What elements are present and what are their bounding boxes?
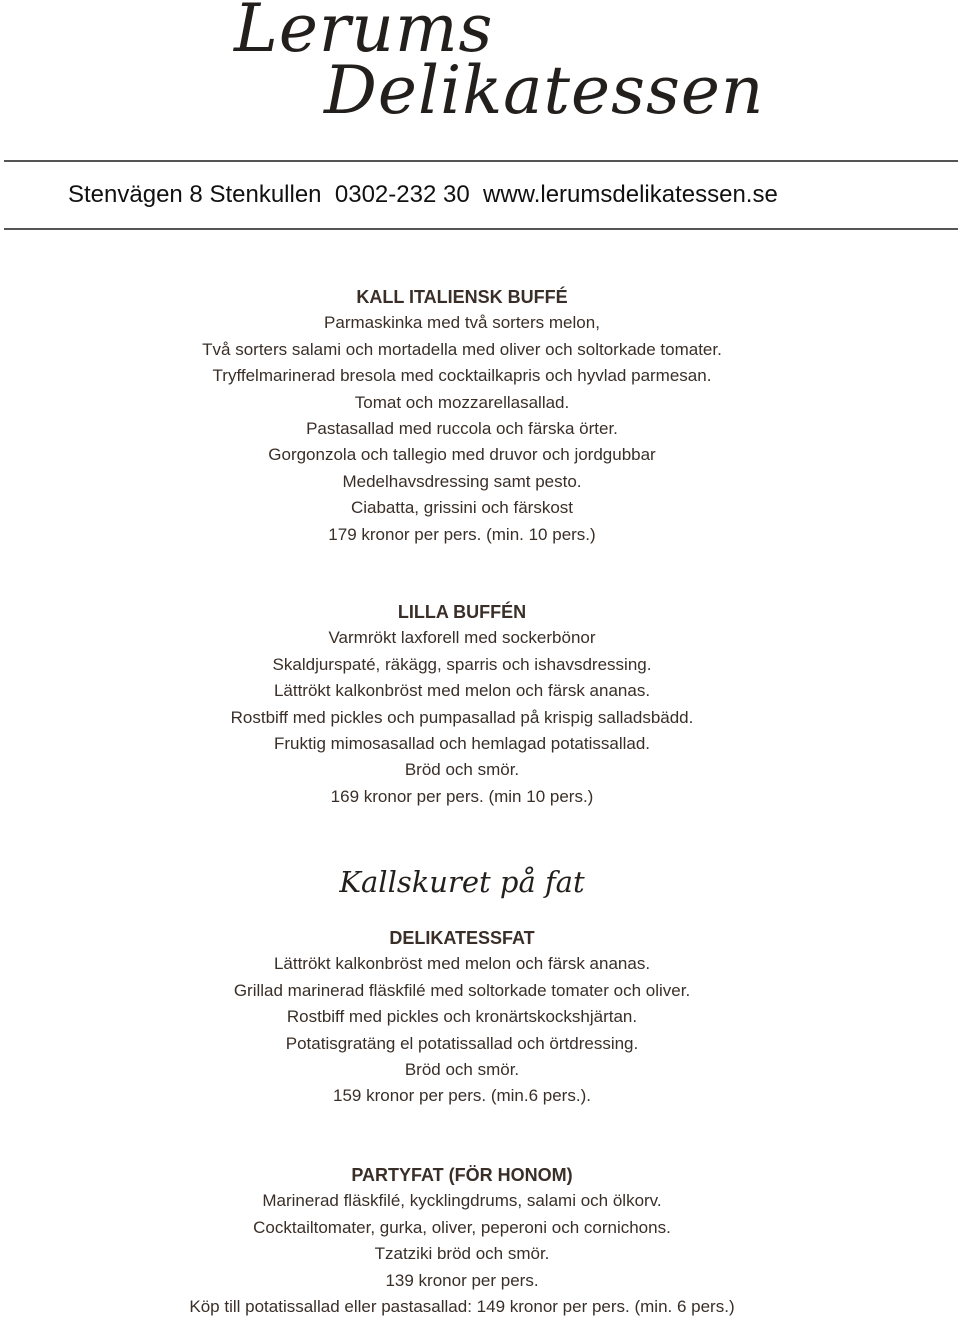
menu-line: Gorgonzola och tallegio med druvor och jordgubbar	[268, 445, 656, 465]
price-line: Köp till potatissallad eller pastasallad: 149 kronor per pers. (min. 6 pers.)	[189, 1297, 735, 1317]
menu-line: Fruktig mimosasallad och hemlagad potatissallad.	[273, 734, 651, 754]
logo-line-1: Lerums	[234, 0, 494, 67]
menu-line: Pastasallad med ruccola och färska örter.	[306, 419, 618, 439]
section-title: PARTYFAT (FÖR HONOM)	[351, 1165, 573, 1185]
price-line: 179 kronor per pers. (min. 10 pers.)	[328, 524, 596, 544]
price-line: 169 kronor per pers. (min 10 pers.)	[330, 786, 594, 806]
logo-line-2: Delikatessen	[324, 52, 765, 129]
phone: 0302-232 30	[334, 181, 470, 208]
section-delikatessfat	[0, 925, 924, 1110]
address: Stenvägen 8 Stenkullen	[68, 181, 322, 208]
menu-line: Parmaskinka med två sorters melon,	[324, 313, 600, 333]
menu-line: Två sorters salami och mortadella med oliver och soltorkade tomater.	[202, 339, 722, 359]
menu-line: Bröd och smör.	[404, 1060, 520, 1080]
section-lilla-buffen	[0, 599, 924, 810]
contact-line	[68, 180, 778, 210]
price-line: 159 kronor per pers. (min.6 pers.).	[333, 1086, 591, 1106]
section-title: LILLA BUFFÉN	[397, 602, 527, 622]
section-kall-italiensk-buffe	[0, 284, 924, 548]
menu-line: Tzatziki bröd och smör.	[374, 1244, 550, 1264]
bottom-divider	[4, 228, 958, 230]
menu-line: Lättrökt kalkonbröst med melon och färsk ananas.	[273, 954, 651, 974]
website: www.lerumsdelikatessen.se	[483, 181, 778, 208]
kallskuret-title: Kallskuret på fat	[339, 865, 585, 899]
menu-line: Marinerad fläskfilé, kycklingdrums, salami och ölkorv.	[262, 1191, 662, 1211]
menu-line: Tryffelmarinerad bresola med cocktailkapris och hyvlad parmesan.	[212, 366, 712, 386]
section-title: DELIKATESSFAT	[389, 928, 535, 948]
menu-line: Bröd och smör.	[404, 760, 520, 780]
menu-line: Ciabatta, grissini och färskost	[350, 498, 574, 518]
section-title: KALL ITALIENSK BUFFÉ	[356, 287, 568, 307]
menu-line: Rostbiff med pickles och pumpasallad på krispig salladsbädd.	[230, 707, 694, 727]
menu-line: Tomat och mozzarellasallad.	[354, 392, 570, 412]
logo	[232, 0, 765, 130]
menu-line: Lättrökt kalkonbröst med melon och färsk ananas.	[273, 681, 651, 701]
section-partyfat	[0, 1162, 924, 1320]
menu-line: Potatisgratäng el potatissallad och örtdressing.	[285, 1033, 639, 1053]
menu-line: Grillad marinerad fläskfilé med soltorkade tomater och oliver.	[233, 980, 691, 1000]
menu-line: Rostbiff med pickles och kronärtskockshjärtan.	[286, 1007, 638, 1027]
price-line: 139 kronor per pers.	[385, 1270, 539, 1290]
menu-line: Varmrökt laxforell med sockerbönor	[328, 628, 596, 648]
menu-line: Medelhavsdressing samt pesto.	[342, 471, 582, 491]
top-divider	[4, 160, 958, 162]
menu-line: Cocktailtomater, gurka, oliver, peperoni och cornichons.	[253, 1217, 671, 1237]
menu-line: Skaldjurspaté, räkägg, sparris och ishavsdressing.	[272, 654, 652, 674]
